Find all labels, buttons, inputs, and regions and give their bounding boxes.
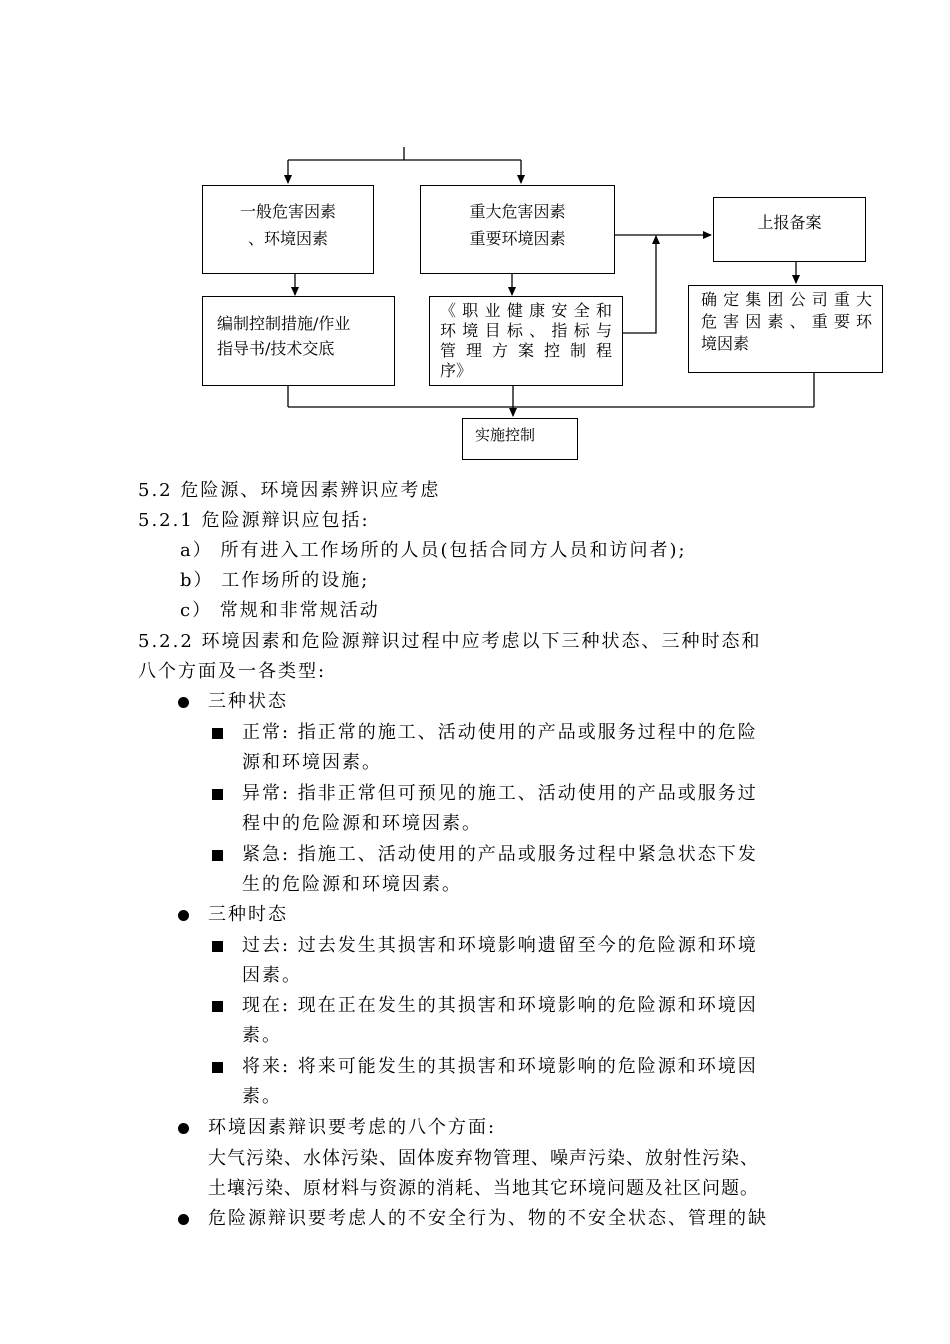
- tense-present-line1: 现在: 现在正在发生的其损害和环境影响的危险源和环境因: [242, 995, 758, 1016]
- tense-future-line2: 素。: [242, 1086, 282, 1107]
- box-ohs-procedure: [429, 296, 623, 386]
- state-abnormal-line2: 程中的危险源和环境因素。: [242, 813, 482, 834]
- tense-present-line2: 素。: [242, 1025, 282, 1046]
- flowchart: [0, 0, 950, 470]
- compile-control-line1: 编制控制措施/作业: [217, 314, 351, 333]
- bullet-dot-icon: [178, 910, 189, 921]
- bullet-square-icon: [212, 789, 223, 800]
- section-5-2: 5.2 危险源、环境因素辨识应考虑: [138, 480, 441, 501]
- tense-future-line1: 将来: 将来可能发生的其损害和环境影响的危险源和环境因: [242, 1056, 758, 1077]
- determine-group-line2: 危害因素、重要环: [701, 312, 872, 331]
- general-hazard-line2: 、环境因素: [247, 229, 328, 248]
- box-major-hazard: [420, 185, 615, 274]
- bullet-dot-icon: [178, 697, 189, 708]
- tense-past-line2: 因素。: [242, 965, 302, 986]
- bullet-square-icon: [212, 1001, 223, 1012]
- determine-group-line1: 确定集团公司重大: [701, 290, 872, 309]
- state-emergency-line1: 紧急: 指施工、活动使用的产品或服务过程中紧急状态下发: [242, 844, 758, 865]
- list-item-c: c） 常规和非常规活动: [180, 600, 380, 621]
- bullet-square-icon: [212, 728, 223, 739]
- box-determine-group: [688, 285, 883, 373]
- ohs-procedure-line4: 序》: [440, 361, 473, 380]
- state-normal-line2: 源和环境因素。: [242, 752, 382, 773]
- eight-aspects-line2: 土壤污染、原材料与资源的消耗、当地其它环境问题及社区问题。: [208, 1178, 759, 1199]
- heading-three-states: 三种状态: [208, 691, 288, 712]
- heading-three-tenses: 三种时态: [208, 904, 288, 925]
- state-emergency-line2: 生的危险源和环境因素。: [242, 874, 462, 895]
- major-hazard-line2: 重要环境因素: [469, 229, 566, 248]
- tense-past-line1: 过去: 过去发生其损害和环境影响遗留至今的危险源和环境: [242, 935, 758, 956]
- bullet-square-icon: [212, 850, 223, 861]
- bullet-dot-icon: [178, 1123, 189, 1134]
- report-label: 上报备案: [757, 213, 822, 232]
- compile-control-line2: 指导书/技术交底: [217, 339, 335, 358]
- general-hazard-line1: 一般危害因素: [239, 202, 336, 221]
- ohs-procedure-line2: 环境目标、指标与: [440, 321, 612, 340]
- box-compile-control: [202, 296, 395, 386]
- hazard-consider-line1: 危险源辩识要考虑人的不安全行为、物的不安全状态、管理的缺: [208, 1208, 768, 1229]
- major-hazard-line1: 重大危害因素: [469, 202, 566, 221]
- section-5-2-2-line1: 5.2.2 环境因素和危险源辩识过程中应考虑以下三种状态、三种时态和: [138, 631, 762, 652]
- bullet-square-icon: [212, 1062, 223, 1073]
- box-general-hazard: [202, 185, 374, 274]
- box-report: [713, 197, 866, 262]
- determine-group-line3: 境因素: [701, 334, 750, 353]
- eight-aspects-line1: 大气污染、水体污染、固体废弃物管理、噪声污染、放射性污染、: [208, 1148, 759, 1169]
- state-abnormal-line1: 异常: 指非正常但可预见的施工、活动使用的产品或服务过: [242, 783, 758, 804]
- section-5-2-1: 5.2.1 危险源辩识应包括:: [138, 510, 370, 531]
- ohs-procedure-line3: 管 理 方 案 控 制 程: [440, 341, 612, 360]
- box-implement: [462, 418, 578, 460]
- heading-eight-aspects: 环境因素辩识要考虑的八个方面:: [208, 1117, 497, 1138]
- section-5-2-2-line2: 八个方面及一各类型:: [138, 661, 327, 682]
- ohs-procedure-line1: 《职业健康安全和: [440, 301, 612, 320]
- list-item-b: b） 工作场所的设施;: [180, 570, 370, 591]
- bullet-dot-icon: [178, 1214, 189, 1225]
- arrow-procedure-up: [622, 236, 656, 333]
- state-normal-line1: 正常: 指正常的施工、活动使用的产品或服务过程中的危险: [242, 722, 758, 743]
- implement-label: 实施控制: [475, 426, 536, 444]
- list-item-a: a） 所有进入工作场所的人员(包括合同方人员和访问者);: [180, 540, 687, 561]
- bullet-square-icon: [212, 941, 223, 952]
